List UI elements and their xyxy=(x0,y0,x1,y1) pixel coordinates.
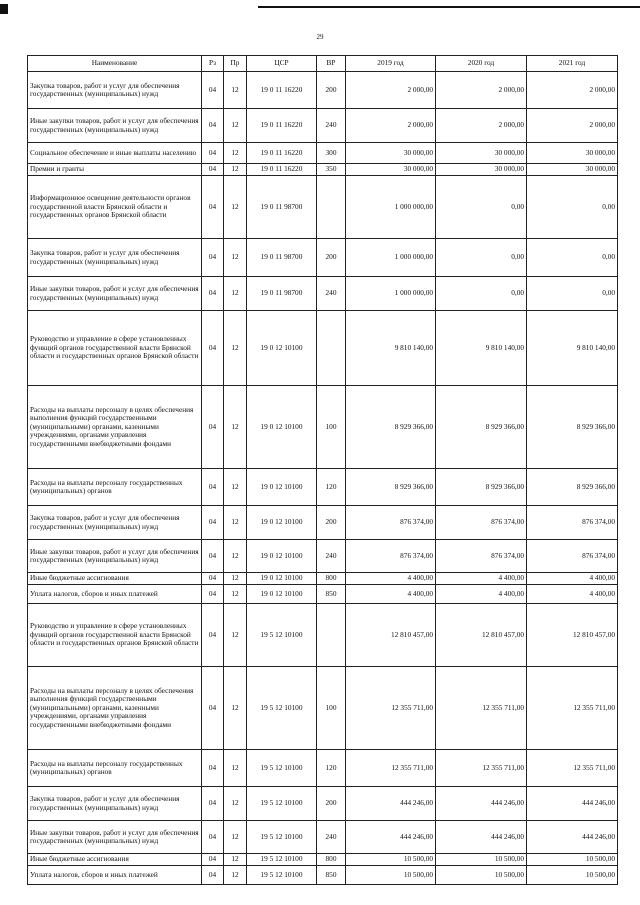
table-row xyxy=(28,866,618,885)
cell-pr: 12 xyxy=(224,72,247,109)
cell-pr: 12 xyxy=(224,164,247,176)
cell-2019: 444 246,00 xyxy=(346,787,436,821)
cell-2019: 1 000 000,00 xyxy=(346,277,436,311)
cell-name: Закупка товаров, работ и услуг для обеспечения государственных (муниципальных) нужд xyxy=(28,506,202,540)
cell-name: Иные закупки товаров, работ и услуг для обеспечения государственных (муниципальных) нужд xyxy=(28,821,202,854)
cell-2021: 2 000,00 xyxy=(527,72,618,109)
cell-2021: 9 810 140,00 xyxy=(527,311,618,386)
table-row xyxy=(28,540,618,573)
cell-csr: 19 5 12 10100 xyxy=(247,667,317,750)
cell-2020: 12 355 711,00 xyxy=(436,750,527,787)
budget-table xyxy=(27,55,618,885)
cell-name: Закупка товаров, работ и услуг для обеспечения государственных (муниципальных) нужд xyxy=(28,787,202,821)
cell-2019: 4 400,00 xyxy=(346,573,436,585)
cell-csr: 19 5 12 10100 xyxy=(247,750,317,787)
cell-csr: 19 5 12 10100 xyxy=(247,821,317,854)
cell-2020: 0,00 xyxy=(436,277,527,311)
table-row xyxy=(28,469,618,506)
cell-2020: 12 355 711,00 xyxy=(436,667,527,750)
cell-rz: 04 xyxy=(202,787,224,821)
cell-name: Расходы на выплаты персоналу государственных (муниципальных) органов xyxy=(28,750,202,787)
cell-2021: 876 374,00 xyxy=(527,506,618,540)
cell-2021: 12 810 457,00 xyxy=(527,604,618,667)
cell-csr: 19 0 12 10100 xyxy=(247,540,317,573)
cell-rz: 04 xyxy=(202,821,224,854)
cell-csr: 19 5 12 10100 xyxy=(247,854,317,866)
cell-csr: 19 5 12 10100 xyxy=(247,787,317,821)
cell-pr: 12 xyxy=(224,854,247,866)
cell-vr: 300 xyxy=(317,143,346,164)
cell-2021: 30 000,00 xyxy=(527,164,618,176)
cell-2020: 8 929 366,00 xyxy=(436,386,527,469)
cell-2021: 2 000,00 xyxy=(527,109,618,143)
cell-name: Закупка товаров, работ и услуг для обеспечения государственных (муниципальных) нужд xyxy=(28,72,202,109)
cell-2020: 9 810 140,00 xyxy=(436,311,527,386)
table-row xyxy=(28,176,618,239)
cell-name: Иные закупки товаров, работ и услуг для обеспечения государственных (муниципальных) нужд xyxy=(28,109,202,143)
cell-2021: 12 355 711,00 xyxy=(527,667,618,750)
cell-pr: 12 xyxy=(224,176,247,239)
cell-vr: 240 xyxy=(317,277,346,311)
cell-rz: 04 xyxy=(202,109,224,143)
cell-csr: 19 5 12 10100 xyxy=(247,866,317,885)
cell-csr: 19 5 12 10100 xyxy=(247,604,317,667)
cell-2020: 30 000,00 xyxy=(436,164,527,176)
cell-name: Иные бюджетные ассигнования xyxy=(28,854,202,866)
table-row xyxy=(28,667,618,750)
cell-2020: 8 929 366,00 xyxy=(436,469,527,506)
cell-name: Иные закупки товаров, работ и услуг для обеспечения государственных (муниципальных) нужд xyxy=(28,277,202,311)
cell-pr: 12 xyxy=(224,573,247,585)
table-row xyxy=(28,311,618,386)
cell-rz: 04 xyxy=(202,469,224,506)
cell-name: Закупка товаров, работ и услуг для обеспечения государственных (муниципальных) нужд xyxy=(28,239,202,277)
table-row xyxy=(28,72,618,109)
cell-2019: 10 500,00 xyxy=(346,866,436,885)
cell-name: Иные бюджетные ассигнования xyxy=(28,573,202,585)
cell-2021: 10 500,00 xyxy=(527,866,618,885)
cell-vr xyxy=(317,604,346,667)
cell-csr: 19 0 11 16220 xyxy=(247,164,317,176)
cell-csr: 19 0 12 10100 xyxy=(247,386,317,469)
cell-vr: 850 xyxy=(317,866,346,885)
cell-vr: 200 xyxy=(317,787,346,821)
table-row xyxy=(28,277,618,311)
cell-2021: 4 400,00 xyxy=(527,585,618,604)
table-row xyxy=(28,750,618,787)
cell-rz: 04 xyxy=(202,164,224,176)
table-row xyxy=(28,787,618,821)
cell-name: Расходы на выплаты персоналу государственных (муниципальных) органов xyxy=(28,469,202,506)
cell-rz: 04 xyxy=(202,176,224,239)
cell-rz: 04 xyxy=(202,854,224,866)
cell-pr: 12 xyxy=(224,750,247,787)
table-row xyxy=(28,109,618,143)
cell-2019: 12 810 457,00 xyxy=(346,604,436,667)
cell-rz: 04 xyxy=(202,277,224,311)
cell-rz: 04 xyxy=(202,750,224,787)
table-header-row xyxy=(28,56,618,72)
cell-pr: 12 xyxy=(224,239,247,277)
cell-2019: 30 000,00 xyxy=(346,143,436,164)
cell-pr: 12 xyxy=(224,386,247,469)
cell-pr: 12 xyxy=(224,667,247,750)
cell-rz: 04 xyxy=(202,573,224,585)
cell-vr: 100 xyxy=(317,667,346,750)
cell-rz: 04 xyxy=(202,866,224,885)
cell-pr: 12 xyxy=(224,311,247,386)
cell-2021: 4 400,00 xyxy=(527,573,618,585)
cell-2020: 876 374,00 xyxy=(436,506,527,540)
cell-2019: 1 000 000,00 xyxy=(346,239,436,277)
cell-pr: 12 xyxy=(224,469,247,506)
table-body xyxy=(28,72,618,885)
header-csr: ЦСР xyxy=(247,56,317,72)
header-rz: Рз xyxy=(202,56,224,72)
cell-2020: 10 500,00 xyxy=(436,866,527,885)
cell-name: Уплата налогов, сборов и иных платежей xyxy=(28,866,202,885)
cell-vr xyxy=(317,176,346,239)
cell-2019: 8 929 366,00 xyxy=(346,469,436,506)
table-row xyxy=(28,585,618,604)
cell-rz: 04 xyxy=(202,72,224,109)
cell-vr: 200 xyxy=(317,239,346,277)
table-row xyxy=(28,143,618,164)
cell-2021: 876 374,00 xyxy=(527,540,618,573)
cell-2020: 876 374,00 xyxy=(436,540,527,573)
cell-csr: 19 0 11 98700 xyxy=(247,176,317,239)
cell-vr: 100 xyxy=(317,386,346,469)
cell-2020: 30 000,00 xyxy=(436,143,527,164)
header-vr: ВР xyxy=(317,56,346,72)
cell-pr: 12 xyxy=(224,540,247,573)
cell-name: Премии и гранты xyxy=(28,164,202,176)
cell-csr: 19 0 11 98700 xyxy=(247,239,317,277)
cell-2019: 10 500,00 xyxy=(346,854,436,866)
cell-2019: 876 374,00 xyxy=(346,506,436,540)
cell-vr: 240 xyxy=(317,540,346,573)
cell-2020: 0,00 xyxy=(436,176,527,239)
cell-2020: 10 500,00 xyxy=(436,854,527,866)
cell-csr: 19 0 12 10100 xyxy=(247,573,317,585)
cell-vr: 240 xyxy=(317,821,346,854)
cell-2021: 444 246,00 xyxy=(527,787,618,821)
cell-2020: 444 246,00 xyxy=(436,821,527,854)
top-rule xyxy=(258,6,640,8)
cell-pr: 12 xyxy=(224,821,247,854)
cell-rz: 04 xyxy=(202,386,224,469)
cell-pr: 12 xyxy=(224,604,247,667)
cell-csr: 19 0 12 10100 xyxy=(247,469,317,506)
cell-vr: 350 xyxy=(317,164,346,176)
cell-2019: 444 246,00 xyxy=(346,821,436,854)
cell-csr: 19 0 12 10100 xyxy=(247,311,317,386)
cell-csr: 19 0 11 16220 xyxy=(247,109,317,143)
header-pr: Пр xyxy=(224,56,247,72)
table-row xyxy=(28,821,618,854)
header-2020: 2020 год xyxy=(436,56,527,72)
cell-vr: 200 xyxy=(317,72,346,109)
cell-pr: 12 xyxy=(224,787,247,821)
cell-2020: 0,00 xyxy=(436,239,527,277)
cell-rz: 04 xyxy=(202,506,224,540)
cell-2019: 8 929 366,00 xyxy=(346,386,436,469)
header-2019: 2019 год xyxy=(346,56,436,72)
table-row xyxy=(28,239,618,277)
cell-2019: 12 355 711,00 xyxy=(346,750,436,787)
cell-2021: 30 000,00 xyxy=(527,143,618,164)
cell-2020: 4 400,00 xyxy=(436,585,527,604)
cell-rz: 04 xyxy=(202,604,224,667)
cell-name: Социальное обеспечение и иные выплаты населению xyxy=(28,143,202,164)
cell-pr: 12 xyxy=(224,109,247,143)
cell-csr: 19 0 11 16220 xyxy=(247,143,317,164)
cell-rz: 04 xyxy=(202,143,224,164)
cell-vr: 850 xyxy=(317,585,346,604)
cell-name: Расходы на выплаты персоналу в целях обеспечения выполнения функций государственными (муниципальными) органами, казенными учреждениями, органами управления государственными внебюджетными фондами xyxy=(28,386,202,469)
cell-name: Руководство и управление в сфере установленных функций органов государственной власти Брянской области и государственных органов Брянской области xyxy=(28,311,202,386)
table-row xyxy=(28,604,618,667)
cell-vr: 800 xyxy=(317,854,346,866)
cell-vr: 240 xyxy=(317,109,346,143)
cell-name: Информационное освещение деятельности органов государственной власти Брянской области и государственных органов Брянской области xyxy=(28,176,202,239)
cell-2020: 12 810 457,00 xyxy=(436,604,527,667)
cell-csr: 19 0 12 10100 xyxy=(247,585,317,604)
table-row xyxy=(28,506,618,540)
cell-2019: 1 000 000,00 xyxy=(346,176,436,239)
cell-2019: 2 000,00 xyxy=(346,72,436,109)
cell-pr: 12 xyxy=(224,506,247,540)
cell-2019: 2 000,00 xyxy=(346,109,436,143)
cell-pr: 12 xyxy=(224,585,247,604)
cell-vr: 120 xyxy=(317,750,346,787)
cell-rz: 04 xyxy=(202,540,224,573)
cell-vr: 800 xyxy=(317,573,346,585)
cell-rz: 04 xyxy=(202,585,224,604)
header-name: Наименование xyxy=(28,56,202,72)
header-2021: 2021 год xyxy=(527,56,618,72)
cell-csr: 19 0 11 98700 xyxy=(247,277,317,311)
cell-2020: 2 000,00 xyxy=(436,109,527,143)
table-row xyxy=(28,386,618,469)
cell-pr: 12 xyxy=(224,143,247,164)
cell-csr: 19 0 11 16220 xyxy=(247,72,317,109)
cell-rz: 04 xyxy=(202,311,224,386)
table-row xyxy=(28,854,618,866)
cell-name: Иные закупки товаров, работ и услуг для обеспечения государственных (муниципальных) нужд xyxy=(28,540,202,573)
cell-csr: 19 0 12 10100 xyxy=(247,506,317,540)
page-number: 29 xyxy=(316,33,324,41)
cell-2019: 9 810 140,00 xyxy=(346,311,436,386)
cell-2021: 444 246,00 xyxy=(527,821,618,854)
cell-2020: 444 246,00 xyxy=(436,787,527,821)
cell-2019: 876 374,00 xyxy=(346,540,436,573)
cell-2021: 8 929 366,00 xyxy=(527,386,618,469)
cell-vr: 120 xyxy=(317,469,346,506)
cell-name: Уплата налогов, сборов и иных платежей xyxy=(28,585,202,604)
cell-pr: 12 xyxy=(224,277,247,311)
cell-2021: 0,00 xyxy=(527,277,618,311)
cell-name: Расходы на выплаты персоналу в целях обеспечения выполнения функций государственными (муниципальными) органами, казенными учреждениями, органами управления государственными внебюджетными фондами xyxy=(28,667,202,750)
cell-2021: 8 929 366,00 xyxy=(527,469,618,506)
cell-rz: 04 xyxy=(202,239,224,277)
table-row xyxy=(28,573,618,585)
cell-pr: 12 xyxy=(224,866,247,885)
cell-2019: 4 400,00 xyxy=(346,585,436,604)
cell-2019: 12 355 711,00 xyxy=(346,667,436,750)
scan-edge-mark xyxy=(0,4,8,14)
cell-2021: 0,00 xyxy=(527,239,618,277)
cell-2019: 30 000,00 xyxy=(346,164,436,176)
cell-vr: 200 xyxy=(317,506,346,540)
table-row xyxy=(28,164,618,176)
cell-2020: 4 400,00 xyxy=(436,573,527,585)
cell-name: Руководство и управление в сфере установленных функций органов государственной власти Брянской области и государственных органов Брянской области xyxy=(28,604,202,667)
cell-2020: 2 000,00 xyxy=(436,72,527,109)
cell-rz: 04 xyxy=(202,667,224,750)
cell-vr xyxy=(317,311,346,386)
cell-2021: 0,00 xyxy=(527,176,618,239)
cell-2021: 12 355 711,00 xyxy=(527,750,618,787)
cell-2021: 10 500,00 xyxy=(527,854,618,866)
